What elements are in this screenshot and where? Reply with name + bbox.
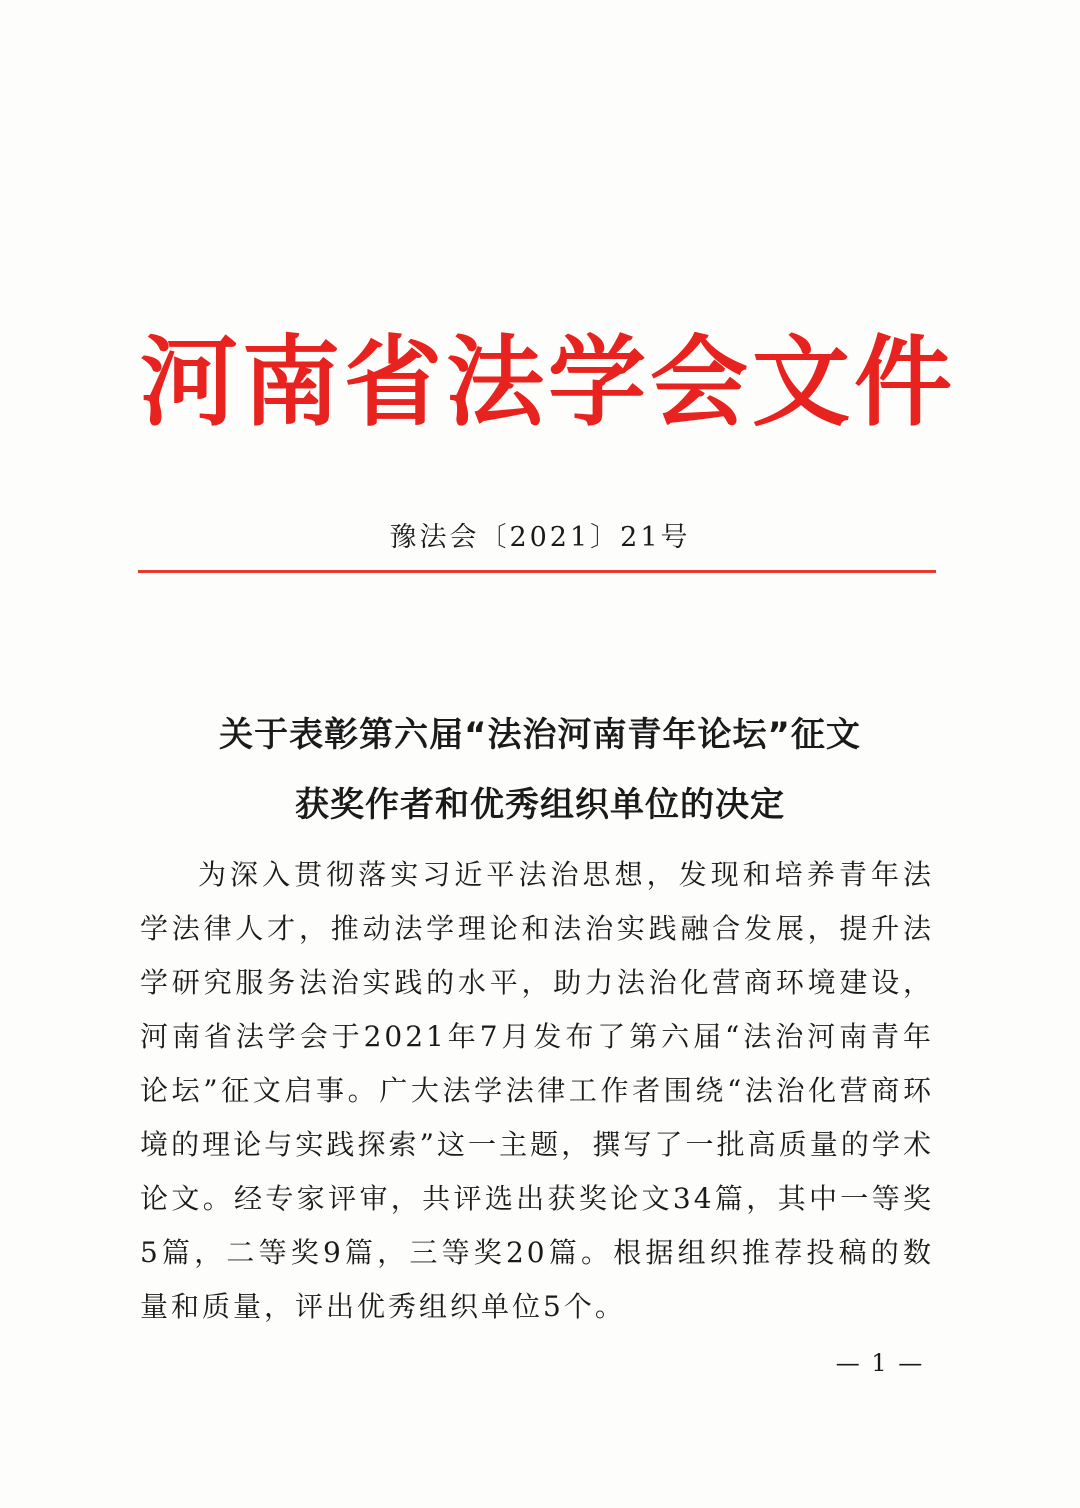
document-title xyxy=(130,700,950,840)
page-number: — 1 — xyxy=(835,1349,925,1377)
body-paragraph: 为深入贯彻落实习近平法治思想，发现和培养青年法学法律人才，推动法学理论和法治实践融合发展，提升法学研究服务法治实践的水平，助力法治化营商环境建设，河南省法学会于2021年7月发布了第六届“法治河南青年论坛”征文启事。广大法学法律工作者围绕“法治化营商环境的理论与实践探索”这一主题，撰写了一批高质量的学术论文。经专家评审，共评选出获奖论文34篇，其中一等奖5篇，二等奖9篇，三等奖20篇。根据组织推荐投稿的数量和质量，评出优秀组织单位5个。 xyxy=(140,858,934,1323)
document-number: 豫法会〔2021〕21号 xyxy=(389,522,691,553)
title-line-2: 获奖作者和优秀组织单位的决定 xyxy=(295,785,785,825)
red-header-title: 河南省法学会文件 xyxy=(140,325,957,440)
title-line-1: 关于表彰第六届“法治河南青年论坛”征文 xyxy=(219,715,861,755)
red-divider-line xyxy=(138,570,936,573)
